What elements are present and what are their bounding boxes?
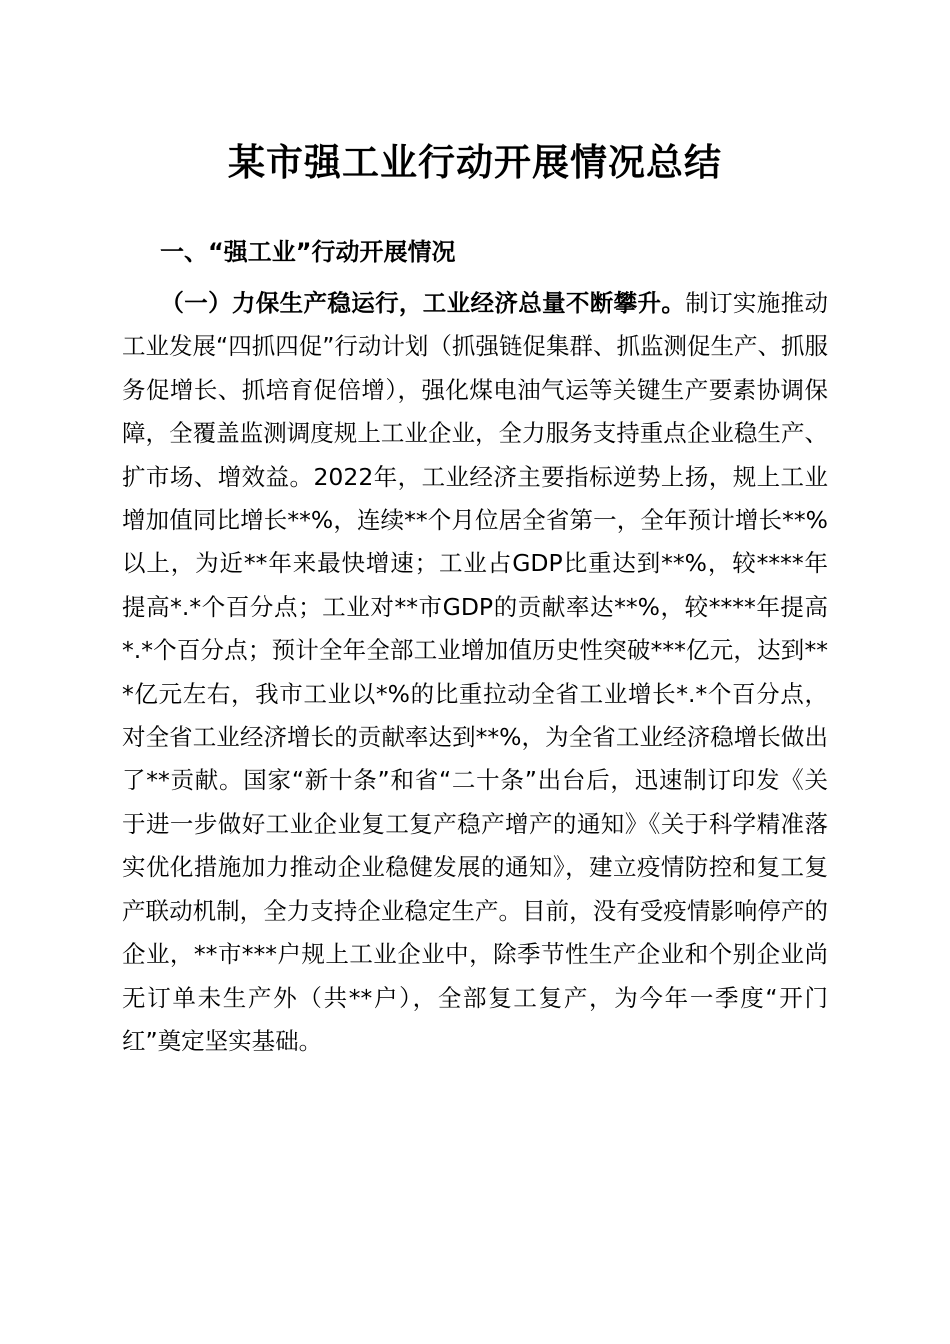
body-paragraph	[122, 282, 828, 1063]
paragraph-text: 制订实施推动工业发展“四抓四促”行动计划（抓强链促集群、抓监测促生产、抓服务促增长、抓培育促倍增），强化煤电油气运等关键生产要素协调保障，全覆盖监测调度规上工业企业，全力服务支持重点企业稳生产、扩市场、增效益。2022年，工业经济主要指标逆势上扬，规上工业增加值同比增长**%，连续**个月位居全省第一，全年预计增长**%以上，为近**年来最快增速；工业占GDP比重达到**%，较****年提高*.*个百分点；工业对**市GDP的贡献率达**%，较****年提高*.*个百分点；预计全年全部工业增加值历史性突破***亿元，达到***亿元左右，我市工业以*%的比重拉动全省工业增长*.*个百分点，对全省工业经济增长的贡献率达到**%，为全省工业经济稳增长做出了**贡献。国家“新十条”和省“二十条”出台后，迅速制订印发《关于进一步做好工业企业复工复产稳产增产的通知》《关于科学精准落实优化措施加力推动企业稳健发展的通知》，建立疫情防控和复工复产联动机制，全力支持企业稳定生产。目前，没有受疫情影响停产的企业，**市***户规上工业企业中，除季节性生产企业和个别企业尚无订单未生产外（共**户），全部复工复产，为今年一季度“开门红”奠定坚实基础。	[122, 289, 829, 1055]
document-title: 某市强工业行动开展情况总结	[228, 140, 722, 184]
section-heading: 一、“强工业”行动开展情况	[160, 238, 456, 266]
subsection-heading: （一）力保生产稳运行，工业经济总量不断攀升。	[160, 289, 686, 317]
